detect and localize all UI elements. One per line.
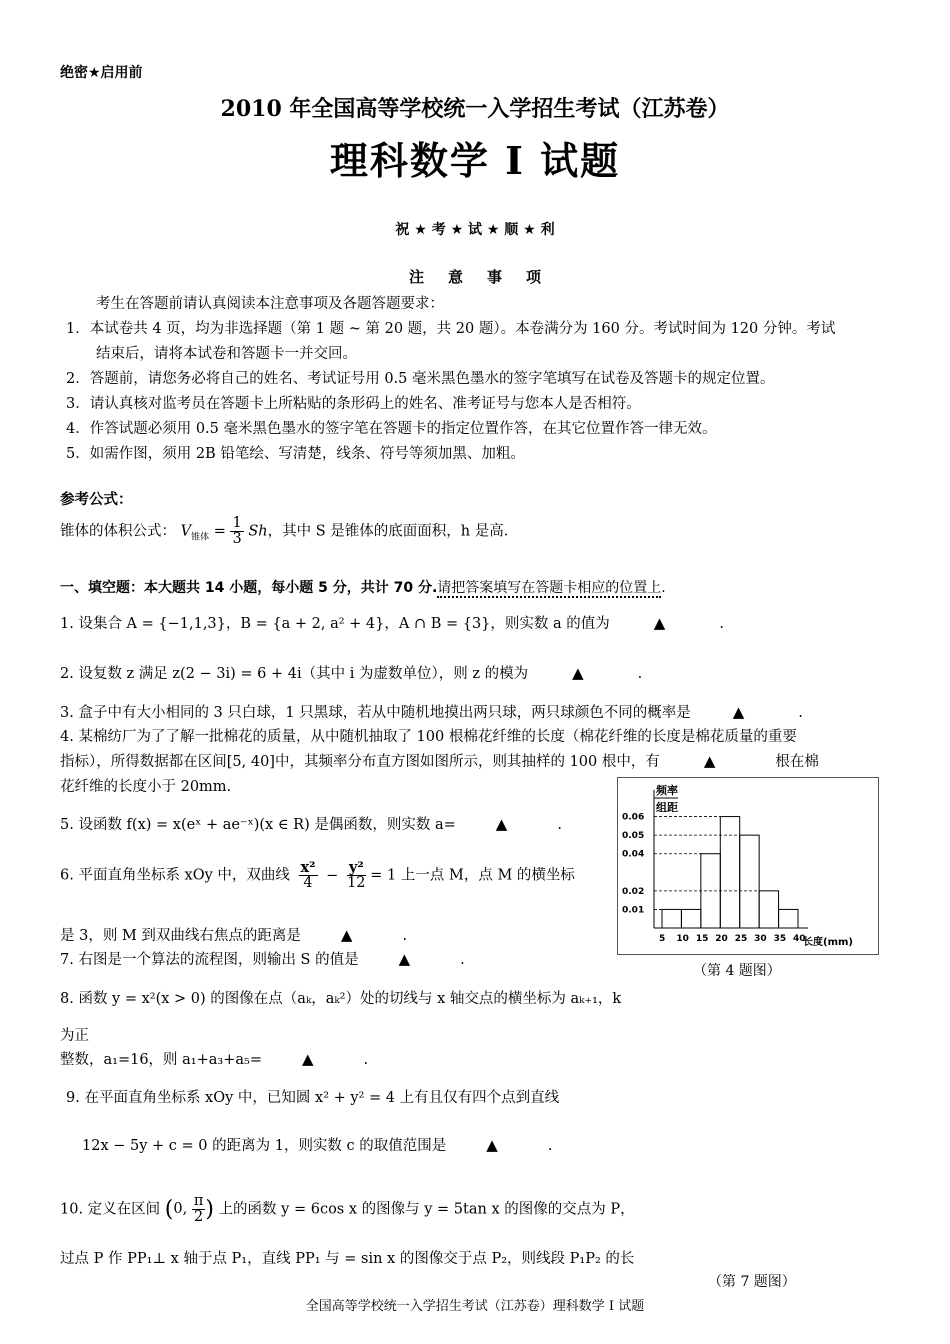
x-tick-label: 10 — [676, 934, 689, 944]
y-tick-label: 0.02 — [622, 886, 645, 897]
histogram-bar — [759, 891, 778, 928]
cone-volume-formula — [60, 516, 508, 547]
formula-suffix: ，其中 S 是锥体的底面面积，h 是高. — [267, 523, 509, 540]
histogram-bar — [720, 817, 739, 928]
question-4-line2: 指标），所得数据都在区间[5, 40]中，其频率分布直方图如图所示，则其抽样的 100 根中，有 ▲ 根在棉 — [60, 752, 819, 770]
x-tick-label: 5 — [659, 934, 666, 944]
y-tick-label: 0.06 — [622, 812, 645, 823]
question-6-line2: 是 3，则 M 到双曲线右焦点的距离是 ▲ . — [60, 926, 408, 944]
x-tick-label: 35 — [773, 934, 787, 944]
question-4-line3: 花纤维的长度小于 20mm. — [60, 779, 232, 795]
question-10-line1: 10. 定义在区间 ( 0, $\frac{\pi}{2}$ ) 上的函数 y = 6cos x 的图像与 y = 5tan x 的图像的交点为 P， — [60, 1193, 635, 1226]
notice-item: 4．作答试题必须用 0.5 毫米黑色墨水的签字笔在答题卡的指定位置作答，在其它位置作答一律无效。 — [66, 421, 717, 437]
question-8-line2: 为正 — [60, 1028, 89, 1044]
x-tick-label: 25 — [734, 934, 748, 944]
x-tick-label: 20 — [715, 934, 728, 944]
secret-label: 绝密★启用前 — [60, 65, 143, 81]
xlabel: 长度(mm) — [803, 937, 853, 948]
notice-item: 2．答题前，请您务必将自己的姓名、考试证号用 0.5 毫米黑色墨水的签字笔填写在试卷及答题卡的规定位置。 — [66, 371, 775, 387]
notice-item: 5．如需作图，须用 2B 铅笔绘、写清楚，线条、符号等须加黑、加粗。 — [66, 446, 525, 462]
formula-v: V — [180, 523, 192, 540]
exam-title: 2010 年全国高等学校统一入学招生考试（江苏卷） — [220, 96, 730, 122]
figure-4-caption: （第 4 题图） — [693, 963, 781, 979]
pi-over-two: $\frac{\pi}{2}$ — [193, 1193, 204, 1226]
section1-heading: 一、填空题：本大题共 14 小题，每小题 5 分，共计 70 分.请把答案填写在答题卡相应的位置上. — [60, 580, 666, 596]
question-9-line1: 9. 在平面直角坐标系 xOy 中，已知圆 x² + y² = 4 上有且仅有四个点到直线 — [66, 1090, 560, 1106]
figure-4-histogram — [617, 777, 879, 955]
question-9-line2: 12x − 5y + c = 0 的距离为 1，则实数 c 的取值范围是 ▲ . — [82, 1136, 553, 1154]
histogram-bar — [681, 909, 700, 928]
formula-label: 参考公式： — [60, 492, 133, 508]
y-tick-label: 0.05 — [622, 831, 645, 842]
formula-eq: = — [213, 523, 226, 540]
question-6: 6. 平面直角坐标系 xOy 中，双曲线 $\frac{\text{x²}}{4}$ − $\frac{\text{y²}}{12}$ = 1 上一点 M，点 M 的横坐标 — [60, 859, 575, 892]
figure-7-caption: （第 7 题图） — [708, 1274, 796, 1290]
question-8-line1: 8. 函数 y = x²(x > 0) 的图像在点（aₖ，aₖ²）处的切线与 x 轴交点的横坐标为 aₖ₊₁，k — [60, 991, 622, 1007]
formula-fraction: $\frac{1}{3}$ — [232, 515, 242, 548]
ylabel-top: 频率 — [656, 784, 678, 797]
x-tick-label: 40 — [793, 934, 806, 944]
page-footer: 全国高等学校统一入学招生考试（江苏卷）理科数学 I 试题 — [305, 1299, 645, 1314]
question-8-line3: 整数，a₁=16，则 a₁+a₃+a₅= ▲ . — [60, 1050, 369, 1068]
histogram-bar — [779, 909, 798, 928]
wish-line: 祝 ★ 考 ★ 试 ★ 顺 ★ 利 — [395, 222, 555, 238]
notice-intro: 考生在答题前请认真阅读本注意事项及各题答题要求： — [96, 296, 444, 312]
question-2: 2. 设复数 z 满足 z(2 − 3i) = 6 + 4i（其中 i 为虚数单位），则 z 的模为 ▲ . — [60, 664, 643, 682]
formula-prefix: 锥体的体积公式： — [60, 523, 176, 540]
question-3: 3. 盒子中有大小相同的 3 只白球，1 只黑球，若从中随机地摸出两只球，两只球颜色不同的概率是 ▲ . — [60, 703, 803, 721]
histogram-svg — [618, 778, 878, 954]
question-1: 1. 设集合 A = {−1,1,3}，B = {a + 2, a² + 4}，A ∩ B = {3}，则实数 a 的值为 ▲ . — [60, 614, 724, 632]
x-tick-label: 15 — [695, 934, 709, 944]
notice-item: 3．请认真核对监考员在答题卡上所粘贴的条形码上的姓名、准考证号与您本人是否相符。 — [66, 396, 641, 412]
x-tick-label: 30 — [754, 934, 767, 944]
question-5: 5. 设函数 f(x) = x(eˣ + ae⁻ˣ)(x ∈ R) 是偶函数，则实数 a= ▲ . — [60, 815, 562, 833]
notice-heading: 注意事项 — [408, 268, 565, 286]
notice-item: 1．本试卷共 4 页，均为非选择题（第 1 题 ~ 第 20 题，共 20 题）。本卷满分为 160 分。考试时间为 120 分钟。考试 — [66, 321, 836, 337]
y-tick-label: 0.01 — [622, 905, 645, 916]
histogram-bar — [662, 909, 681, 928]
exam-subject-title: 理科数学 I 试题 — [329, 138, 621, 183]
question-4-line1: 4. 某棉纺厂为了了解一批棉花的质量，从中随机抽取了 100 根棉花纤维的长度（棉花纤维的长度是棉花质量的重要 — [60, 729, 797, 745]
histogram-bar — [740, 835, 759, 928]
question-10-line2: 过点 P 作 PP₁⊥ x 轴于点 P₁，直线 PP₁ 与 = sin x 的图像交于点 P₂，则线段 P₁P₂ 的长 — [60, 1251, 635, 1267]
question-7: 7. 右图是一个算法的流程图，则输出 S 的值是 ▲ . — [60, 950, 465, 968]
formula-v-sub: 锥体 — [191, 532, 210, 543]
notice-item: 结束后，请将本试卷和答题卡一并交回。 — [96, 346, 357, 362]
ylabel-bottom: 组距 — [656, 801, 678, 814]
formula-sh: Sh — [248, 523, 268, 540]
y-tick-label: 0.04 — [622, 849, 645, 860]
